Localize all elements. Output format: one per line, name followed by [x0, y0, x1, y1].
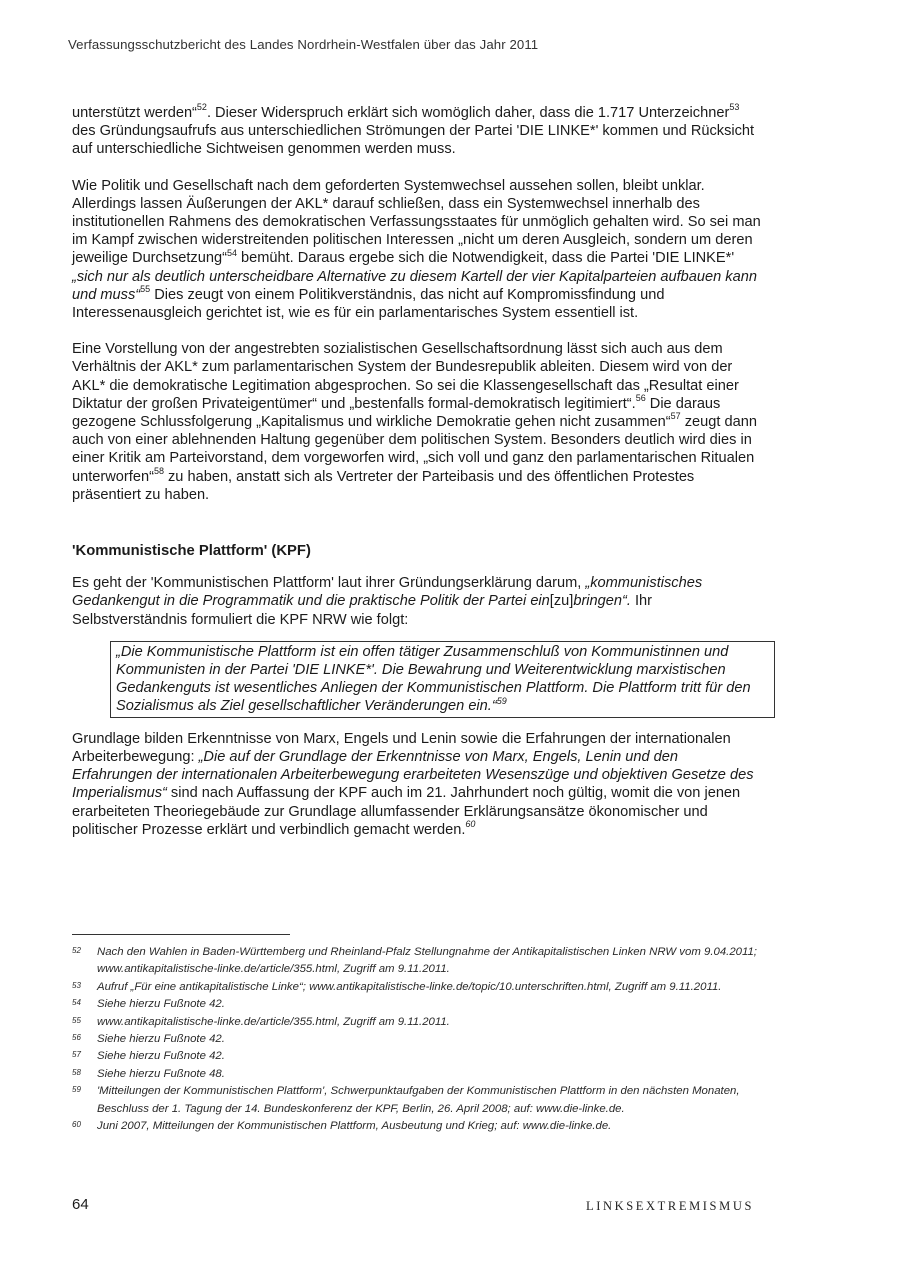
footnote-item: 55 www.antikapitalistische-linke.de/article/355.html, Zugriff am 9.11.2011. [72, 1015, 450, 1028]
running-header: Verfassungsschutzbericht des Landes Nordrhein-Westfalen über das Jahr 2011 [68, 37, 539, 52]
paragraph-5: Grundlage bilden Erkenntnisse von Marx, Engels und Lenin sowie die Erfahrungen der internationalen Arbeiterbewegung: „Die auf der Grundlage der Erkenntnisse von Marx, Engels, Lenin und den Erfahrungen der internationalen Arbeiterbewegung erarbeiteten Wesenszüge und objektiven Gesetze des Imperialismus“ sind nach Auffassung der KPF auch im 21. Jahrhundert noch gültig, womit die von jenen erarbeiteten Theoriegebäude zur Grundlage allumfassender Erklärungsansätze ökonomischer und politischer Prozesse erklärt und verbindlich gemacht werden.$^{60}$ [72, 730, 754, 838]
footnote-ref-55[interactable]: 55 [140, 283, 151, 294]
footnote-item: 53 Aufruf „Für eine antikapitalistische Linke“; www.antikapitalistische-linke.de/topic/10.unterschriften.html, Zugriff am 9.11.2011. [72, 980, 722, 993]
paragraph-1: unterstützt werden“$^{52}$. Dieser Widerspruch erklärt sich womöglich daher, dass die 1.717 Unterzeichner$^{53}$ des Gründungsaufrufs aus unterschiedlichen Strömungen der Partei 'DIE LINKE*' kommen und Rücksicht auf unterschiedliche Sichtweisen genommen werden muss. [72, 102, 755, 158]
paragraph-3: Eine Vorstellung von der angestrebten sozialistischen Gesellschaftsordnung lässt sich auch aus dem Verhältnis der AKL* zum parlamentarischen System der Bundesrepublik ableiten. Diesem wird von der AKL* die demokratische Legitimation abgesprochen. So sei die Klassengesellschaft das „Resultat einer Diktatur der großen Privateigentümer“ und „bestenfalls formal-demokratisch legitimiert“.$^{56}$ Die daraus gezogene Schlussfolgerung „Kapitalismus und wirkliche Demokratie gehen nicht zusammen“$^{57}$ zeugt dann auch von einer ablehnenden Haltung gegenüber dem politischen System. Besonders deutlich wird dies in einer Kritik am Parteivorstand, dem vorgeworfen wird, „sich voll und ganz den parlamentarischen Ritualen unterworfen“$^{58}$ zu haben, anstatt sich als Vertreter der Parteibasis und des öffentlichen Protestes präsentiert zu haben. [72, 341, 757, 503]
footnote-ref-60[interactable]: 60 [465, 818, 476, 829]
footnote-ref-59[interactable]: 59 [496, 695, 507, 706]
footnote-ref-53[interactable]: 53 [729, 102, 740, 113]
section-heading: 'Kommunistische Plattform' (KPF) [72, 543, 311, 560]
footnote-ref-56[interactable]: 56 [635, 392, 646, 403]
page-number: 64 [72, 1196, 89, 1213]
block-quote: „Die Kommunistische Plattform ist ein offen tätiger Zusammenschluß von Kommunistinnen und Kommunisten in der Partei 'DIE LINKE*'. Die Bewahrung und Weiterentwicklung marxistischen Gedankenguts ist wesentliches Anliegen der Kommunistischen Plattform. Die Plattform tritt für den Sozialismus als Ziel gesellschaftlicher Veränderungen ein.“$^{59}$ [110, 641, 775, 718]
footnote-item: 56 Siehe hierzu Fußnote 42. [72, 1033, 225, 1046]
section-label: LINKSEXTREMISMUS [586, 1199, 754, 1213]
footnotes [72, 944, 762, 1135]
footnote-item: 54 Siehe hierzu Fußnote 42. [72, 998, 225, 1011]
footnote-item: 58 Siehe hierzu Fußnote 48. [72, 1067, 225, 1080]
footnote-item: 57 Siehe hierzu Fußnote 42. [72, 1050, 225, 1063]
quote-inline: „sich nur als deutlich unterscheidbare Alternative zu diesem Kartell der vier Kapitalparteien aufbauen kann und muss“ [72, 268, 757, 303]
paragraph-2: Wie Politik und Gesellschaft nach dem geforderten Systemwechsel aussehen sollen, bleibt unklar. Allerdings lassen Äußerungen der AKL* darauf schließen, dass ein Systemwechsel innerhalb des institutionellen Rahmens des demokratischen Verfassungsstaates für unmöglich gehalten wird. So sei man im Kampf zwischen widerstreitenden politischen Interessen „nicht um deren Ausgleich, sondern um deren jeweilige Durchsetzung“$^{54}$ bemüht. Daraus ergebe sich die Notwendigkeit, dass die Partei 'DIE LINKE*' „sich nur als deutlich unterscheidbare Alternative zu diesem Kartell der vier Kapitalparteien aufbauen kann und muss“$^{55}$ Dies zeugt von einem Politikverständnis, das nicht auf Kompromissfindung und Interessenausgleich gerichtet ist, wie es für ein parlamentarisches System essentiell ist. [72, 177, 761, 322]
footnote-item: 60 Juni 2007, Mitteilungen der Kommunistischen Plattform, Ausbeutung und Krieg; auf: www.die-linke.de. [72, 1120, 612, 1133]
footnote-ref-58[interactable]: 58 [153, 465, 164, 476]
footnote-item: 52 Nach den Wahlen in Baden-Württemberg und Rheinland-Pfalz Stellungnahme der Antikapitalistischen Linken NRW vom 9.04.2011; www.antikapitalistische-linke.de/article/355.html, Zugriff am 9.11.2011. [72, 946, 757, 976]
footnote-ref-57[interactable]: 57 [670, 411, 681, 422]
footnote-divider [72, 934, 290, 935]
paragraph-4: Es geht der 'Kommunistischen Plattform' laut ihrer Gründungserklärung darum, „kommunistisches Gedankengut in die Programmatik und die praktische Politik der Partei ein[zu]bringen“. Ihr Selbstverständnis formuliert die KPF NRW wie folgt: [72, 575, 703, 628]
footnote-ref-52[interactable]: 52 [196, 102, 207, 113]
footnote-ref-54[interactable]: 54 [226, 247, 237, 258]
footnote-item: 59 'Mitteilungen der Kommunistischen Plattform', Schwerpunktaufgaben der Kommunistischen Plattform in den nächsten Monaten, Beschluss der 1. Tagung der 14. Bundeskonferenz der KPF, Berlin, 26. April 2008; auf: www.die-linke.de. [72, 1085, 740, 1115]
main-content [72, 104, 762, 857]
